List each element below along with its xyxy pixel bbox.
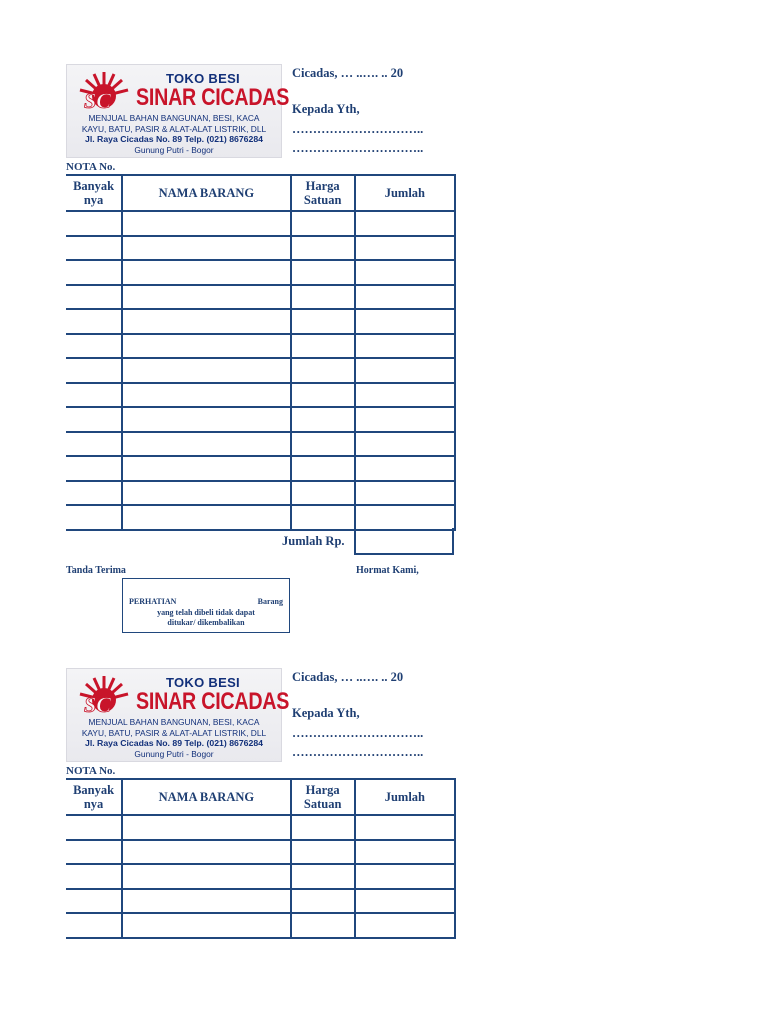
table-row [66,815,455,840]
cell-harga-satuan[interactable] [291,334,355,359]
cell-nama-barang[interactable] [122,334,290,359]
cell-banyaknya[interactable] [66,815,122,840]
table-row [66,383,455,408]
date-line[interactable]: Cicadas, … ..…. .. 20 [292,670,404,684]
recipient-line-2[interactable]: ………………………….. [292,141,424,155]
cell-jumlah[interactable] [355,456,455,481]
header-nama-barang: NAMA BARANG [122,779,290,815]
desc-line-1: MENJUAL BAHAN BANGUNAN, BESI, KACA [88,113,260,123]
cell-jumlah[interactable] [355,840,455,865]
cell-harga-satuan[interactable] [291,236,355,261]
cell-nama-barang[interactable] [122,432,290,457]
brand-toko-besi: TOKO BESI [166,675,240,690]
table-row [66,358,455,383]
kepada-label: Kepada Yth, [292,102,360,116]
cell-banyaknya[interactable] [66,236,122,261]
recipient-line-1[interactable]: ………………………….. [292,122,424,136]
header-jumlah: Jumlah [355,175,455,211]
header-banyaknya: Banyak nya [66,779,122,815]
notice-line-2: yang telah dibeli tidak dapat [157,608,255,617]
cell-banyaknya[interactable] [66,285,122,310]
cell-jumlah[interactable] [355,309,455,334]
cell-banyaknya[interactable] [66,309,122,334]
table-row [66,211,455,236]
cell-nama-barang[interactable] [122,236,290,261]
cell-jumlah[interactable] [355,505,455,530]
desc-line-1: MENJUAL BAHAN BANGUNAN, BESI, KACA [88,717,260,727]
cell-harga-satuan[interactable] [291,260,355,285]
store-city: Gunung Putri - Bogor [134,748,214,759]
cell-harga-satuan[interactable] [291,407,355,432]
cell-jumlah[interactable] [355,285,455,310]
cell-jumlah[interactable] [355,407,455,432]
cell-jumlah[interactable] [355,260,455,285]
cell-banyaknya[interactable] [66,432,122,457]
jumlah-rp-label: Jumlah Rp. [282,534,345,548]
store-city: Gunung Putri - Bogor [134,144,214,155]
cell-jumlah[interactable] [355,358,455,383]
tanda-terima-label: Tanda Terima [66,565,126,576]
brand-toko-besi: TOKO BESI [166,71,240,86]
table-row [66,913,455,938]
cell-jumlah[interactable] [355,815,455,840]
cell-harga-satuan[interactable] [291,211,355,236]
cell-banyaknya[interactable] [66,913,122,938]
cell-nama-barang[interactable] [122,840,290,865]
cell-harga-satuan[interactable] [291,309,355,334]
recipient-line-1[interactable]: ………………………….. [292,726,424,740]
cell-jumlah[interactable] [355,432,455,457]
cell-banyaknya[interactable] [66,481,122,506]
cell-nama-barang[interactable] [122,383,290,408]
cell-harga-satuan[interactable] [291,383,355,408]
cell-harga-satuan[interactable] [291,432,355,457]
table-row [66,889,455,914]
header-harga-satuan: Harga Satuan [291,779,355,815]
header-nama-barang: NAMA BARANG [122,175,290,211]
cell-banyaknya[interactable] [66,456,122,481]
cell-harga-satuan[interactable] [291,864,355,889]
cell-banyaknya[interactable] [66,505,122,530]
cell-nama-barang[interactable] [122,358,290,383]
brand-name: SINAR CICADAS [136,688,290,715]
notice-box [122,578,290,633]
cell-banyaknya[interactable] [66,211,122,236]
cell-banyaknya[interactable] [66,358,122,383]
table-row [66,236,455,261]
table-row [66,309,455,334]
cell-jumlah[interactable] [355,864,455,889]
cell-harga-satuan[interactable] [291,481,355,506]
cell-harga-satuan[interactable] [291,889,355,914]
store-logo-banner [66,64,290,158]
hormat-kami-label: Hormat Kami, [356,565,419,576]
cell-nama-barang[interactable] [122,864,290,889]
items-table [66,778,456,939]
desc-line-2: KAYU, BATU, PASIR & ALAT-ALAT LISTRIK, DLL [81,727,267,738]
cell-nama-barang[interactable] [122,456,290,481]
nota-number-label: NOTA No. [66,161,116,173]
header-banyaknya: Banyak nya [66,175,122,211]
cell-banyaknya[interactable] [66,889,122,914]
notice-line-3: ditukar/ dikembalikan [167,618,245,627]
kepada-label: Kepada Yth, [292,706,360,720]
cell-jumlah[interactable] [355,481,455,506]
cell-banyaknya[interactable] [66,260,122,285]
table-row [66,864,455,889]
table-header [66,779,455,815]
cell-nama-barang[interactable] [122,815,290,840]
cell-nama-barang[interactable] [122,285,290,310]
cell-harga-satuan[interactable] [291,358,355,383]
store-description [66,717,282,759]
notice-line-1: PERHATIAN Barang [129,597,283,606]
cell-banyaknya[interactable] [66,407,122,432]
jumlah-rp-field[interactable] [354,528,454,555]
cell-nama-barang[interactable] [122,407,290,432]
table-row [66,334,455,359]
cell-harga-satuan[interactable] [291,456,355,481]
table-row [66,456,455,481]
cell-nama-barang[interactable] [122,211,290,236]
cell-harga-satuan[interactable] [291,913,355,938]
cell-jumlah[interactable] [355,889,455,914]
table-row [66,840,455,865]
recipient-line-2[interactable]: ………………………….. [292,745,424,759]
cell-jumlah[interactable] [355,334,455,359]
svg-text:SC: SC [84,88,111,113]
cell-harga-satuan[interactable] [291,505,355,530]
desc-line-2: KAYU, BATU, PASIR & ALAT-ALAT LISTRIK, DLL [81,123,267,134]
cell-nama-barang[interactable] [122,260,290,285]
date-line[interactable]: Cicadas, … ..…. .. 20 [292,66,404,80]
store-logo-banner [66,668,290,762]
table-header [66,175,455,211]
cell-nama-barang[interactable] [122,505,290,530]
table-row [66,407,455,432]
cell-jumlah[interactable] [355,211,455,236]
items-table [66,174,456,531]
cell-nama-barang[interactable] [122,481,290,506]
nota-number-label: NOTA No. [66,765,116,777]
brand-name: SINAR CICADAS [136,84,290,111]
header-jumlah: Jumlah [355,779,455,815]
svg-text:SC: SC [84,692,111,717]
table-row [66,505,455,530]
cell-banyaknya[interactable] [66,383,122,408]
cell-harga-satuan[interactable] [291,815,355,840]
cell-harga-satuan[interactable] [291,285,355,310]
store-address: Jl. Raya Cicadas No. 89 Telp. (021) 8676284 [84,738,264,748]
table-row [66,285,455,310]
cell-nama-barang[interactable] [122,913,290,938]
table-row [66,260,455,285]
cell-jumlah[interactable] [355,236,455,261]
cell-jumlah[interactable] [355,913,455,938]
table-row [66,481,455,506]
store-address: Jl. Raya Cicadas No. 89 Telp. (021) 8676284 [84,134,264,144]
cell-nama-barang[interactable] [122,889,290,914]
cell-jumlah[interactable] [355,383,455,408]
cell-banyaknya[interactable] [66,840,122,865]
cell-nama-barang[interactable] [122,309,290,334]
cell-harga-satuan[interactable] [291,840,355,865]
table-row [66,432,455,457]
store-description [66,113,282,155]
header-harga-satuan: Harga Satuan [291,175,355,211]
cell-banyaknya[interactable] [66,864,122,889]
cell-banyaknya[interactable] [66,334,122,359]
